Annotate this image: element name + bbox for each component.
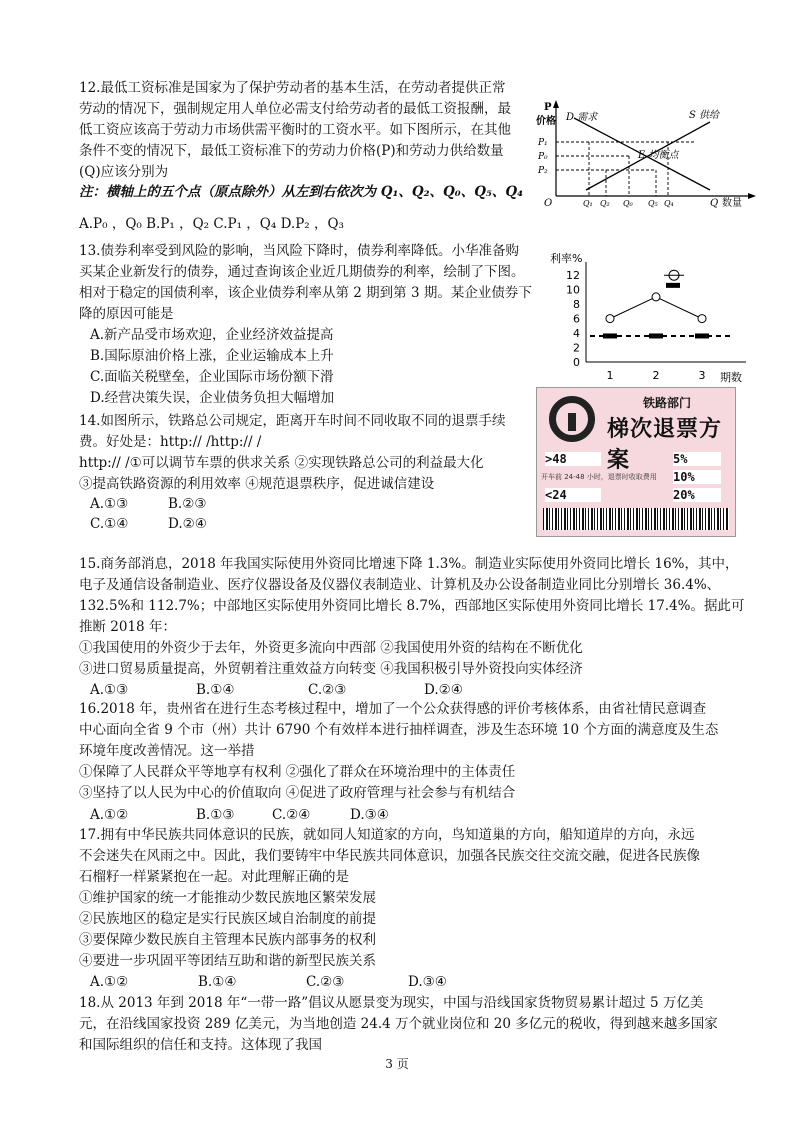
q14-option-b: B.②③ bbox=[168, 496, 207, 512]
q17-line: 不会迷失在风雨之中。因此，我们要铸牢中华民族共同体意识，加强各民族交往交流交融，促进各民族像 bbox=[79, 848, 700, 864]
q13-line: 相对于稳定的国债利率，该企业债券利率从第 2 期到第 3 期。某企业债券下 bbox=[79, 285, 532, 301]
q14-option-c: C.①④ bbox=[90, 516, 129, 532]
refund-ticket-image bbox=[536, 387, 736, 537]
q15-line: ①我国使用的外资少于去年，外资更多流向中西部 ②我国使用外资的结构在不断优化 bbox=[79, 640, 583, 656]
equilibrium-label: E 均衡点 bbox=[638, 150, 679, 161]
q15-line: 132.5%和 112.7%；中部地区实际使用外资同比增长 8.7%，西部地区实际使用外资同比增长 17.4%。据此可 bbox=[79, 598, 745, 614]
ticket-r1-right: 5% bbox=[673, 452, 721, 466]
q12-options: A.P₀ ，Q₀ B.P₁ ，Q₂ C.P₁ ，Q₄ D.P₂ ，Q₃ bbox=[79, 216, 344, 232]
q13-line: 买某企业新发行的债券，通过查询该企业近几期债券的利率，绘制了下图。 bbox=[79, 264, 525, 280]
series-enterprise-point bbox=[606, 315, 614, 323]
q18-line: 18.从 2013 年到 2018 年“一带一路”倡议从愿景变为现实，中国与沿线国家货物贸易累计超过 5 万亿美 bbox=[79, 995, 704, 1011]
q15-option-b: B.①④ bbox=[196, 682, 235, 698]
supply-label: S 供给 bbox=[689, 110, 720, 121]
q15-option-c: C.②③ bbox=[308, 682, 347, 698]
ticket-middle-text: 开车前 24-48 小时，退票时收取费用 bbox=[541, 473, 657, 481]
chart-ytick-label: 4 bbox=[573, 327, 580, 341]
q16-line: 中心面向全省 9 个市（州）共计 6790 个有效样本进行抽样调查，涉及生态环境 10 个方面的满意度及生态 bbox=[79, 722, 719, 738]
q15-line: ③进口贸易质量提高，外贸朝着注重效益方向转变 ④我国积极引导外资投向实体经济 bbox=[79, 661, 583, 677]
q17-line: 17.拥有中华民族共同体意识的民族，就如同人知道家的方向，鸟知道巢的方向，船知道岸的方向，永远 bbox=[79, 827, 695, 843]
tick-q0: Q₀ bbox=[623, 199, 633, 208]
chart-xlabel: 期数 bbox=[720, 371, 742, 384]
q16-line: ③坚持了以人民为中心的价值取向 ④促进了政府管理与社会参与有机结合 bbox=[79, 785, 516, 801]
axis-price-label: 价格 bbox=[536, 116, 556, 127]
tick-p2: P₂ bbox=[538, 166, 548, 176]
tick-p0: P₀ bbox=[538, 152, 548, 162]
tick-p1: P₁ bbox=[538, 138, 548, 148]
chart-ylabel: 利率% bbox=[550, 252, 583, 265]
q17-option-a: A.①② bbox=[90, 974, 129, 990]
q16-line: 16.2018 年，贵州省在进行生态考核过程中，增加了一个公众获得感的评价考核体系，由省社情民意调查 bbox=[79, 701, 707, 717]
chart-ytick-label: 8 bbox=[573, 298, 580, 312]
q14-line: 14.如图所示，铁路总公司规定，距离开车时间不同收取不同的退票手续 bbox=[79, 413, 506, 429]
q12-line: 低工资应该高于劳动力市场供需平衡时的工资水平。如下图所示，在其他 bbox=[79, 122, 511, 138]
q13-line: 降的原因可能是 bbox=[79, 306, 174, 322]
q12-line: (Q)应该分别为 bbox=[79, 164, 169, 180]
q12-line: 条件不变的情况下，最低工资标准下的劳动力价格(P)和劳动力供给数量 bbox=[79, 143, 504, 159]
page-number: 3 页 bbox=[385, 1057, 409, 1071]
series-national-marker bbox=[695, 333, 709, 338]
series-bar-marker bbox=[666, 283, 680, 288]
q15-line: 15.商务部消息，2018 年我国实际使用外资同比增速下降 1.3%。制造业实际使用外资同比增长 16%，其中， bbox=[79, 556, 739, 572]
railway-logo-icon bbox=[549, 396, 595, 442]
tick-q1: Q₁ bbox=[583, 199, 593, 208]
series-national-marker bbox=[603, 333, 617, 338]
q16-option-a: A.①② bbox=[90, 807, 129, 823]
q14-line: http:// /①可以调节车票的供求关系 ②实现铁路总公司的利益最大化 bbox=[79, 455, 484, 471]
q16-option-d: D.③④ bbox=[350, 807, 389, 823]
q15-option-a: A.①③ bbox=[90, 682, 129, 698]
tick-q2: Q₂ bbox=[600, 199, 610, 208]
rate-chart bbox=[548, 250, 758, 385]
ticket-r3-left: <24 bbox=[545, 488, 601, 502]
ticket-r3-right: 20% bbox=[673, 488, 721, 502]
q14-line: ③提高铁路资源的利用效率 ④规范退票秩序，促进诚信建设 bbox=[79, 476, 435, 492]
q12-line: 劳动的情况下，强制规定用人单位必需支付给劳动者的最低工资报酬，最 bbox=[79, 101, 511, 117]
q17-option-d: D.③④ bbox=[408, 974, 447, 990]
q13opts-line: C.面临关税壁垒，企业国际市场份额下滑 bbox=[90, 369, 334, 385]
series-enterprise-point bbox=[652, 293, 660, 301]
q13opts-line: D.经营决策失误，企业债务负担大幅增加 bbox=[90, 390, 335, 406]
q17-line: ②民族地区的稳定是实行民族区域自治制度的前提 bbox=[79, 911, 376, 927]
q12-line: 12.最低工资标准是国家为了保护劳动者的基本生活，在劳动者提供正常 bbox=[79, 80, 506, 96]
q13opts-line: A.新产品受市场欢迎，企业经济效益提高 bbox=[90, 327, 334, 343]
q15-line: 电子及通信设备制造业、医疗仪器设备及仪器仪表制造业、计算机及办公设备制造业同比分别增长 36.4%、 bbox=[79, 577, 721, 593]
q14-option-d: D.②④ bbox=[168, 516, 207, 532]
series-enterprise-point bbox=[698, 315, 706, 323]
chart-ytick-label: 0 bbox=[573, 356, 580, 369]
chart-ytick-label: 12 bbox=[566, 269, 580, 283]
series-national-marker bbox=[649, 333, 663, 338]
chart-xtick-label: 1 bbox=[606, 369, 614, 382]
supply-demand-figure bbox=[534, 96, 766, 208]
q12-note: 注：横轴上的五个点（原点除外）从左到右依次为 Q₁、Q₂、Q₀、Q₅、Q₄ bbox=[79, 184, 524, 200]
ticket-r1-left: >48 bbox=[545, 452, 601, 466]
q18-line: 元，在沿线国家投资 289 亿美元，为当地创造 24.4 万个就业岗位和 20 多亿元的税收，得到越来越多国家 bbox=[79, 1016, 718, 1032]
demand-label: D 需求 bbox=[566, 112, 598, 123]
q14-option-a: A.①③ bbox=[90, 496, 129, 512]
q16-line: 环境年度改善情况。这一举措 bbox=[79, 743, 255, 759]
q16-option-c: C.②④ bbox=[272, 807, 311, 823]
axis-q-label: Q bbox=[710, 198, 719, 208]
q16-line: ①保障了人民群众平等地享有权利 ②强化了群众在环境治理中的主体责任 bbox=[79, 764, 516, 780]
q18-line: 和国际组织的信任和支持。这体现了我国 bbox=[79, 1037, 322, 1053]
ticket-big-title: 梯次退票方案 bbox=[607, 417, 723, 473]
axis-p-label: P bbox=[544, 102, 552, 113]
tick-q4: Q₄ bbox=[664, 199, 674, 208]
q13-line: 13.债券利率受到风险的影响，当风险下降时，债券利率降低。小华准备购 bbox=[79, 243, 519, 259]
ticket-small-title: 铁路部门 bbox=[643, 396, 692, 410]
ticket-r2-right: 10% bbox=[673, 470, 721, 484]
q14-line: 费。好处是：http:// /http:// / bbox=[79, 434, 262, 450]
q13opts-line: B.国际原油价格上涨，企业运输成本上升 bbox=[90, 348, 334, 364]
q16-option-b: B.①③ bbox=[196, 807, 235, 823]
q17-option-c: C.②③ bbox=[306, 974, 345, 990]
axis-quantity-label: 数量 bbox=[722, 198, 742, 208]
q17-line: ①维护国家的统一才能推动少数民族地区繁荣发展 bbox=[79, 890, 376, 906]
q17-line: ③要保障少数民族自主管理本民族内部事务的权利 bbox=[79, 932, 376, 948]
q15-line: 推断 2018 年： bbox=[79, 619, 176, 635]
q15-option-d: D.②④ bbox=[424, 682, 463, 698]
chart-ytick-label: 2 bbox=[573, 341, 580, 355]
q17-line: 石榴籽一样紧紧抱在一起。对此理解正确的是 bbox=[79, 869, 349, 885]
origin-label: O bbox=[544, 198, 553, 208]
chart-xtick-label: 2 bbox=[652, 369, 660, 382]
q17-line: ④要进一步巩固平等团结互助和谐的新型民族关系 bbox=[79, 953, 376, 969]
q17-option-b: B.①④ bbox=[198, 974, 237, 990]
chart-ytick-label: 10 bbox=[566, 283, 580, 297]
tick-q5: Q₅ bbox=[648, 199, 658, 208]
quantity-axis-arrow bbox=[748, 193, 756, 199]
barcode-image bbox=[543, 508, 729, 530]
chart-xtick-label: 3 bbox=[698, 369, 706, 382]
chart-ytick-label: 6 bbox=[573, 312, 580, 326]
price-axis-arrow bbox=[553, 100, 559, 108]
